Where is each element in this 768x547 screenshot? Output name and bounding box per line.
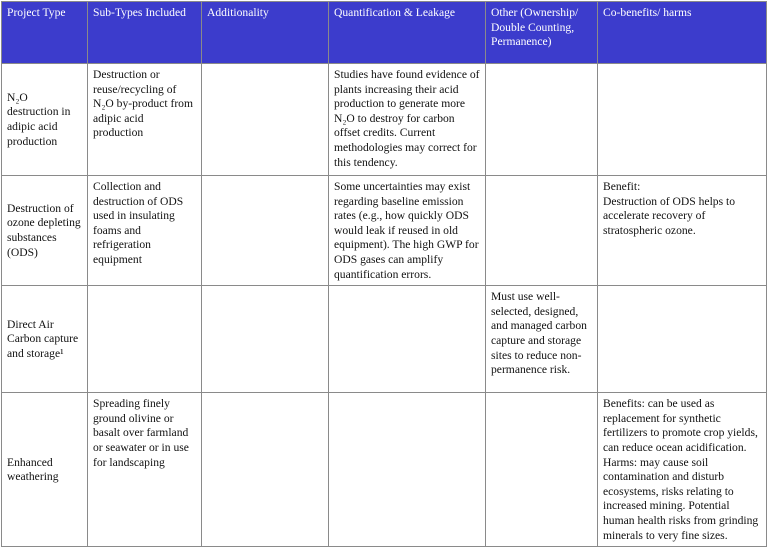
cell-project-type: Destruction of ozone depleting substances (ODS) — [2, 176, 88, 286]
co-benefits-label: Benefit: — [603, 180, 641, 193]
cell-additionality — [202, 176, 329, 286]
table-row — [2, 176, 767, 286]
cell-other: Must use well-selected, designed, and managed carbon capture and storage sites to reduce non-permanence risk. — [486, 286, 598, 393]
cell-additionality — [202, 286, 329, 393]
cell-other — [486, 393, 598, 547]
table-row — [2, 393, 767, 547]
cell-quantification — [329, 286, 486, 393]
cell-sub-types: Collection and destruction of ODS used in insulating foams and refrigeration equipment — [88, 176, 202, 286]
cell-quantification: Studies have found evidence of plants increasing their acid production to generate more N₂O to destroy for carbon offset credits. Current methodologies may correct for this tendency. — [329, 64, 486, 176]
header-project-type: Project Type — [2, 2, 88, 64]
header-row — [2, 2, 767, 64]
cell-other — [486, 64, 598, 176]
cell-additionality — [202, 64, 329, 176]
cell-co-benefits — [598, 64, 767, 176]
cell-project-type: Direct Air Carbon capture and storage¹ — [2, 286, 88, 393]
cell-quantification — [329, 393, 486, 547]
cell-sub-types — [88, 286, 202, 393]
co-benefits-text: Destruction of ODS helps to accelerate recovery of stratospheric ozone. — [603, 194, 736, 237]
cell-other — [486, 176, 598, 286]
cell-co-benefits — [598, 393, 767, 547]
project-types-table — [1, 1, 767, 547]
header-sub-types: Sub-Types Included — [88, 2, 202, 64]
table-row — [2, 286, 767, 393]
cell-sub-types: Destruction or reuse/recycling of N₂O by-product from adipic acid production — [88, 64, 202, 176]
header-additionality: Additionality — [202, 2, 329, 64]
cell-co-benefits — [598, 176, 767, 286]
cell-quantification: Some uncertainties may exist regarding baseline emission rates (e.g., how quickly ODS would leak if reused in old equipment). The high GWP for ODS gases can amplify quantification errors. — [329, 176, 486, 286]
table-row — [2, 64, 767, 176]
cell-sub-types: Spreading finely ground olivine or basalt over farmland or seawater or in use for landscaping — [88, 393, 202, 547]
co-benefits-text: Benefits: can be used as replacement for synthetic fertilizers to promote crop yields, can reduce ocean acidification. — [603, 397, 758, 454]
co-harms-text: Harms: may cause soil contamination and disturb ecosystems, risks relating to increased mining. Potential human health risks from grinding minerals to very fine sizes. — [603, 455, 759, 542]
header-co-benefits: Co-benefits/ harms — [598, 2, 767, 64]
cell-project-type: Enhanced weathering — [2, 393, 88, 547]
cell-project-type: N₂O destruction in adipic acid production — [2, 64, 88, 176]
header-quantification: Quantification & Leakage — [329, 2, 486, 64]
header-other: Other (Ownership/ Double Counting, Permanence) — [486, 2, 598, 64]
cell-additionality — [202, 393, 329, 547]
cell-co-benefits — [598, 286, 767, 393]
